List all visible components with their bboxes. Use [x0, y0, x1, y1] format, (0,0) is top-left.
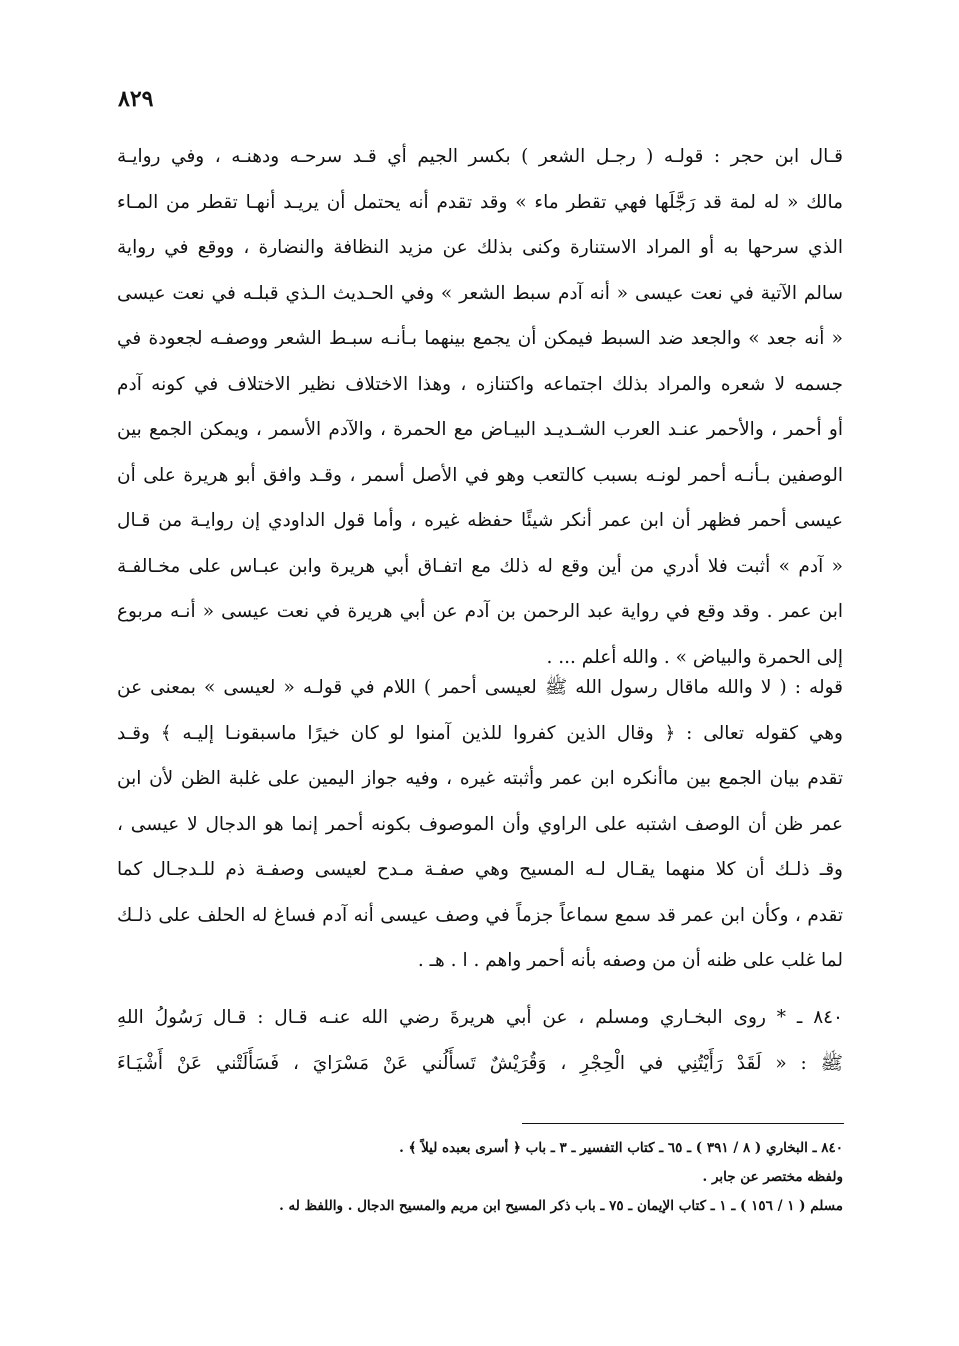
text-line: جسمه لا شعره والمراد بذلك اجتماعه واكتنازه ، وهذا الاختلاف نظير الاختلاف في كونه آدم — [117, 373, 843, 395]
footnote-line: مسلم ( ١ / ١٥٦ ) ـ ١ ـ كتاب الإيمان ـ ٧٥ ـ باب ذكر المسيح ابن مريم والمسيح الدجال . واللفظ له . — [279, 1198, 843, 1214]
text-line: عمر ظن أن الوصف اشتبه على الراوي وأن الموصوف بكونه أحمر إنما هو الدجال لا عيسى ، — [117, 813, 843, 835]
text-line: تقدم ، وكأن ابن عمر قد سمع سماعاً جزماً في وصف عيسى أنه آدم فساغ له الحلف على ذلـك — [117, 904, 843, 926]
text-line: سالم الآتية في نعت عيسى « أنه آدم سبط الشعر » وفي الحـديث الـذي قبلـه في نعت عيسى — [117, 282, 843, 304]
text-line: ﷺ : « لَقَدْ رَأَيْتُنِي في الْحِجْرِ ، وَقُرَيْشٌ تَسأَلُني عَنْ مَسْرَايَ ، فَسَأَلَتْني عَنْ أَشْيَـاءَ — [117, 1052, 843, 1074]
text-line: تقدم بيان الجمع بين ماأنكره ابن عمر وأثبته غيره ، وفيه جواز اليمين على غلبة الظن لأن ابن — [117, 768, 843, 789]
text-line: ٨٤٠ ـ * روى البخـاري ومسلم ، عن أبي هريرةَ رضي الله عنـه قـال : قـال رَسُولُ اللهِ — [117, 1007, 843, 1028]
text-line: أو أحمر ، والأحمر عنـد العرب الشـديـد البيـاض مع الحمرة ، والآدم الأسمر ، ويمكن الجمع بين — [117, 419, 843, 440]
page-number: ٨٢٩ — [118, 86, 154, 112]
text-line: « أنه جعد » والجعد ضد السبط فيمكن أن يجمع بينهما بـأنـه سبـط الشعر ووصفـه لجعودة في — [117, 328, 843, 349]
text-line: قـال ابن حجر : قولـه ( رجـل الشعر ) بكسر الجيم أي قـد سرحـه ودهنـه ، وفي روايـة — [117, 146, 843, 167]
text-line: لما غلب على ظنه أن من وصفه بأنه أحمر واهم . ا . هـ . — [417, 950, 843, 971]
text-line: الوصفين بـأنـه أحمر لونـه بسبب كالتعب وهو في الأصل أسمر ، وقـد وافق أبو هريرة على أن — [117, 464, 843, 486]
text-line: ابن عمر . وقد وقع في رواية عبد الرحمن بن آدم عن أبي هريرة في نعت عيسى « أنـه مربوع — [117, 601, 843, 622]
text-line: وهي كقوله تعالى : ﴿ وقال الذين كفروا للذين آمنوا لو كان خيرًا ماسبقونـا إليـه ﴾ وقـد — [117, 722, 843, 744]
paragraph-qawluhu-commentary — [117, 665, 843, 984]
text-line: قوله : ( لا والله ماقال رسول الله ﷺ لعيسى أحمر ) اللام في قولـه « لعيسى » بمعنى عن — [117, 677, 843, 698]
footnote-line: ٨٤٠ ـ البخاري ( ٨ / ٣٩١ ) ـ ٦٥ ـ كتاب التفسير ـ ٣ ـ باب ﴿ أسرى بعبده ليلاً ﴾ . — [399, 1140, 843, 1156]
text-line: مالك « له لمة قد رَجَّلَها فهي تقطر ماء » وقد تقدم أنه يحتمل أن يريـد أنهـا تقطر من المـاء — [117, 191, 843, 213]
text-line: الذي سرحها به أو المراد الاستنارة وكنى بذلك عن مزيد النظافة والنضارة ، ووقع في رواية — [117, 237, 843, 258]
text-line: وقـ ذلـك أن كلا منهما يقـال لـه المسيح وهي صفـة مـدح لعيسى وصفـة ذم للـدجـال كما — [117, 859, 843, 880]
text-line: إلى الحمرة والبياض » . والله أعلم ... . — [546, 646, 843, 668]
footnotes — [117, 1134, 843, 1221]
footnote-line: ولفظه مختصر عن جابر . — [702, 1169, 843, 1185]
text-line: عيسى أحمر فظهر أن ابن عمر أنكر شيئًا حفظه غيره ، وأما قول الداودي إن روايـة من قـال — [117, 510, 843, 531]
paragraph-ibn-hajar-commentary — [117, 134, 843, 680]
text-line: « آدم » أثبت فلا أدري من أين وقع له ذلك مع اتفـاق أبي هريرة وابن عبـاس على مخـالفـة — [117, 555, 843, 577]
footnote-divider — [522, 1123, 844, 1124]
paragraph-hadith-840 — [117, 995, 843, 1086]
